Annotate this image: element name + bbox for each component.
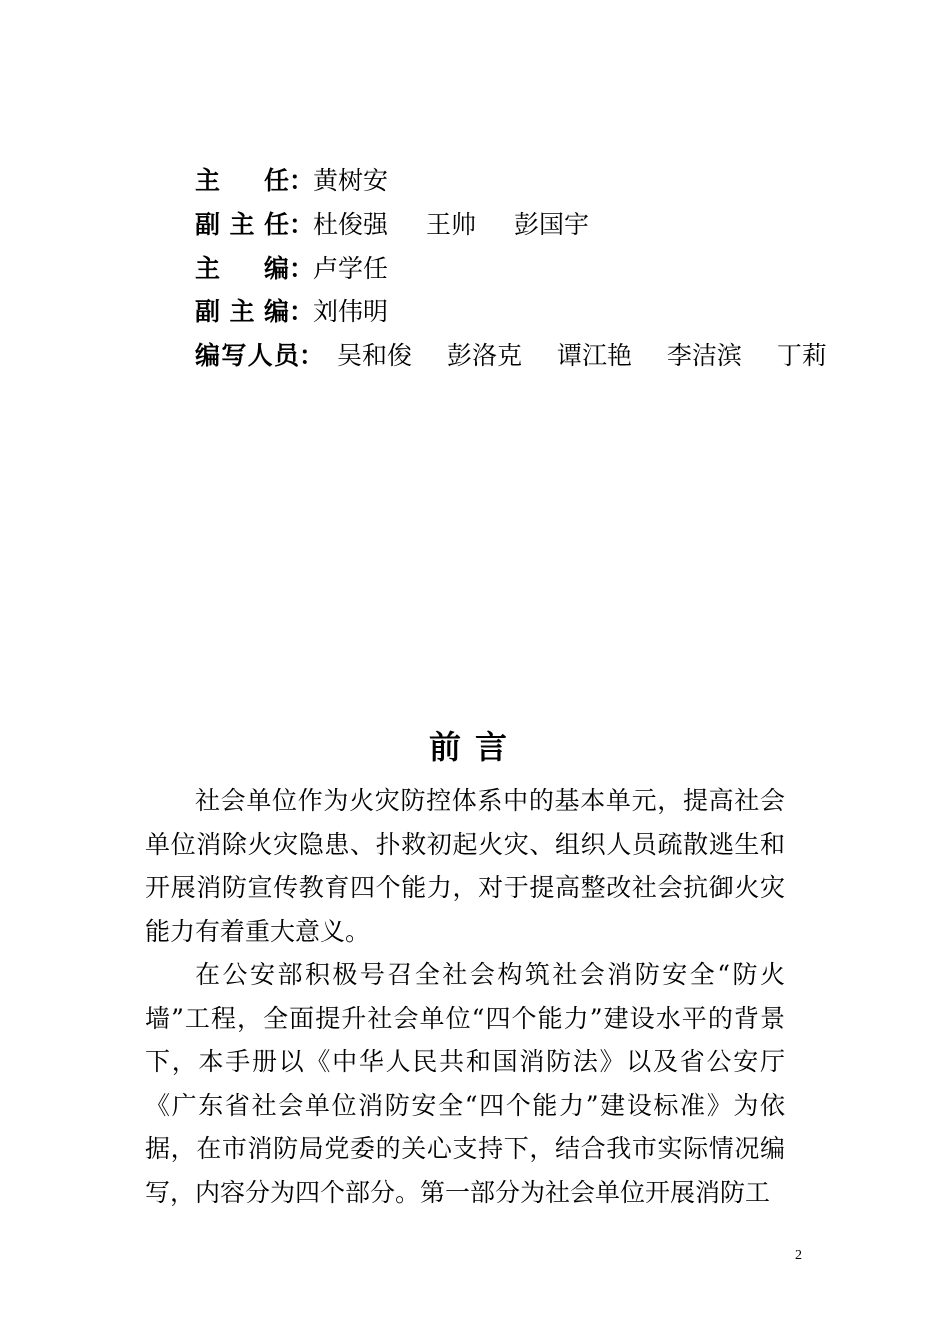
- credit-name: 李洁滨: [666, 341, 742, 370]
- credit-role: [195, 249, 313, 285]
- role-char: 任: [263, 166, 289, 195]
- credit-role: [195, 336, 325, 372]
- credit-names: [313, 161, 418, 197]
- role-colon: ：: [299, 341, 325, 370]
- credit-names: [337, 336, 827, 372]
- credit-name: 黄树安: [313, 166, 389, 195]
- credit-row-writers: [195, 334, 827, 374]
- preface-paragraph: 社会单位作为火灾防控体系中的基本单元，提高社会单位消除火灾隐患、扑救初起火灾、组织人员疏散逃生和开展消防宣传教育四个能力，对于提高整改社会抗御火灾能力有着重大意义。: [145, 786, 785, 946]
- role-char: 主: [229, 297, 255, 326]
- role-char: 主: [195, 166, 221, 195]
- preface-body: [145, 779, 785, 1214]
- credit-row-director: [195, 159, 418, 199]
- credit-name: 彭国宇: [513, 210, 589, 239]
- role-colon: ：: [289, 166, 315, 195]
- credit-role: [195, 205, 313, 241]
- preface-paragraph: 在公安部积极号召全社会构筑社会消防安全“防火墙”工程，全面提升社会单位“四个能力”建设水平的背景下，本手册以《中华人民共和国消防法》以及省公安厅《广东省社会单位消防安全“四个能力”建设标准》为依据，在市消防局党委的关心支持下，结合我市实际情况编写，内容分为四个部分。第一部分为社会单位开展消防工: [145, 960, 785, 1207]
- role-char: 员: [273, 341, 299, 370]
- role-char: 编: [195, 341, 221, 370]
- credit-row-deputy-editor: [195, 290, 418, 330]
- credit-row-deputy-director: [195, 203, 619, 243]
- credit-name: 彭洛克: [446, 341, 522, 370]
- role-colon: ：: [289, 210, 315, 239]
- credit-names: [313, 249, 418, 285]
- credit-name: 吴和俊: [337, 341, 413, 370]
- role-char: 人: [247, 341, 273, 370]
- role-char: 副: [195, 297, 221, 326]
- preface-title: 前言: [428, 728, 521, 766]
- role-char: 任: [263, 210, 289, 239]
- credit-name: 杜俊强: [313, 210, 389, 239]
- credit-names: [313, 205, 619, 241]
- credit-names: [313, 292, 418, 328]
- credit-name: 卢学任: [313, 254, 389, 283]
- page-number: 2: [795, 1248, 802, 1263]
- role-char: 主: [229, 210, 255, 239]
- role-char: 写: [221, 341, 247, 370]
- credit-name: 王帅: [425, 210, 476, 239]
- credit-name: 丁莉: [776, 341, 827, 370]
- role-char: 副: [195, 210, 221, 239]
- credit-name: 谭江艳: [556, 341, 632, 370]
- role-char: 编: [263, 254, 289, 283]
- credit-role: [195, 292, 313, 328]
- role-char: 编: [263, 297, 289, 326]
- credit-name: 刘伟明: [313, 297, 389, 326]
- credit-role: [195, 161, 313, 197]
- role-colon: ：: [289, 297, 315, 326]
- credit-row-chief-editor: [195, 247, 418, 287]
- role-colon: ：: [289, 254, 315, 283]
- role-char: 主: [195, 254, 221, 283]
